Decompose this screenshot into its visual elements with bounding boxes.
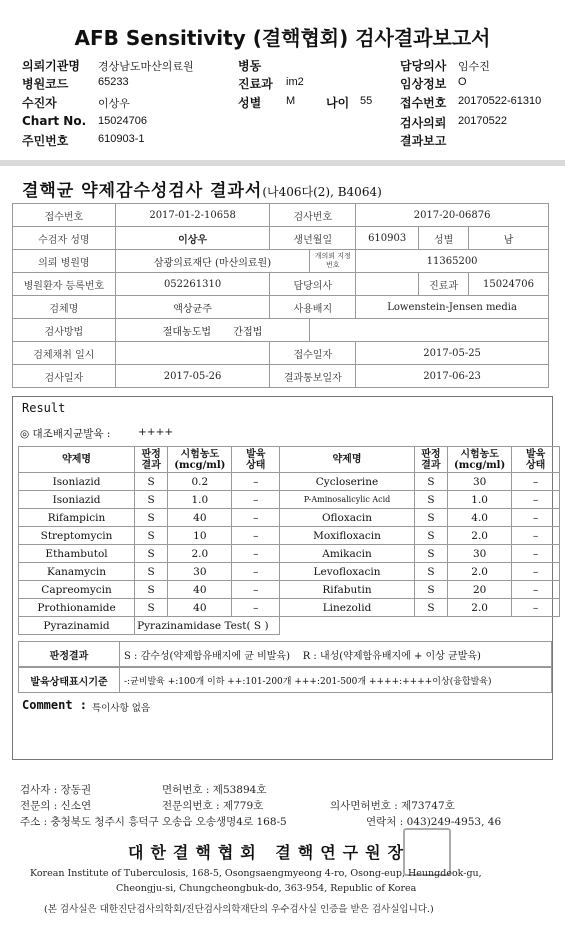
doctor-label: 담당의사 (400, 59, 447, 73)
sex-cell-label: 성별 (419, 227, 469, 250)
document-subtitle: (나406다(2), B4064) (262, 185, 382, 199)
ward-label: 병동 (238, 59, 262, 73)
institute-address-en-2: Cheongju-si, Chungcheongbuk-do, 363-954, Republic of Korea (116, 883, 417, 894)
conc-header-left: 시험농도 (mcg/ml) (168, 447, 232, 473)
dept-cell-value: 15024706 (469, 273, 549, 296)
doctor-value: 임수진 (458, 61, 490, 73)
patient-reg-label: 병원환자 등록번호 (13, 273, 116, 296)
drug-conc: 2.0 (448, 527, 512, 545)
grow-header-right: 발육 상태 (512, 447, 560, 473)
document-title: 결핵균 약제감수성검사 결과서(나406다(2), B4064) (22, 181, 382, 201)
drug-judge: S (135, 509, 168, 527)
drug-conc: 2.0 (168, 545, 232, 563)
grow-header-left: 발육 상태 (232, 447, 280, 473)
drug-header-right: 약제명 (280, 447, 415, 473)
specimen-label: 검체명 (13, 296, 116, 319)
drug-header-left: 약제명 (19, 447, 135, 473)
drug-grow: – (232, 491, 280, 509)
drug-judge: S (135, 545, 168, 563)
specimen-value: 액상균주 (115, 296, 270, 319)
report-title: AFB Sensitivity (결핵협회) 검사결과보고서 (74, 26, 491, 50)
drug-judge: S (414, 581, 447, 599)
drug-conc: 20 (448, 581, 512, 599)
collect-label: 검체채취 일시 (13, 342, 116, 365)
resident-no-label: 주민번호 (22, 134, 69, 148)
sex-value: M (286, 95, 296, 107)
clinical-info-value: O (458, 76, 467, 88)
drug-name: Streptomycin (19, 527, 135, 545)
table-row (19, 473, 560, 491)
exam-no-value: 2017-20-06876 (356, 204, 549, 227)
drug-name: Linezolid (280, 599, 415, 617)
drug-name: Levofloxacin (280, 563, 415, 581)
table-row (19, 599, 560, 617)
method-absolute: 절대농도법 (162, 326, 212, 338)
drug-grow: – (232, 527, 280, 545)
judge-r: R : 내성(약제함유배지에 + 이상 균발육) (302, 650, 481, 662)
method-values (115, 319, 310, 342)
judge-header-right: 판정 결과 (414, 447, 447, 473)
hospital-code-label: 병원코드 (22, 77, 69, 91)
tester-line (20, 782, 91, 797)
request-value: 20170522 (458, 115, 507, 127)
drug-grow: – (512, 581, 560, 599)
patient-name-value: 이상우 (115, 227, 270, 250)
drug-conc: 2.0 (448, 599, 512, 617)
result-report-label: 결과보고 (400, 134, 447, 148)
hospital-label: 의뢰기관명 (22, 59, 80, 73)
drug-conc: 40 (168, 599, 232, 617)
drug-table (18, 446, 560, 635)
result-label: Result (22, 401, 66, 415)
table-row (19, 581, 560, 599)
drug-grow: – (232, 509, 280, 527)
resident-no-value: 610903-1 (98, 133, 145, 145)
drug-name: Rifabutin (280, 581, 415, 599)
doc-license-line (330, 798, 455, 813)
drug-conc: 30 (448, 545, 512, 563)
inst-no-label: 개의뢰 지정번호 (310, 250, 356, 273)
growth-legend-text: -:균비발육 +:100개 이하 ++:101-200개 +++:201-500개 ++++:++++이상(융합발육) (120, 668, 552, 693)
drug-grow: – (512, 509, 560, 527)
colony-label: ◎ 대조배지균발육 : (20, 428, 111, 440)
doctor-cell-value (356, 273, 419, 296)
collect-value (115, 342, 270, 365)
address-value: 충청북도 청주시 흥덕구 오송읍 오송생명4로 168-5 (50, 816, 287, 828)
spec-no-line (162, 798, 263, 813)
dept-value: im2 (286, 76, 304, 88)
patient-value: 이상우 (98, 98, 130, 110)
patient-name-label: 수검자 성명 (13, 227, 116, 250)
drug-conc: 10 (168, 527, 232, 545)
sex-label: 성별 (238, 96, 262, 110)
institute-address-en-1: Korean Institute of Tuberculosis, 168-5, Osongsaengmyeong 4-ro, Osong-eup, Heungdeok-gu, (30, 868, 482, 879)
medium-label: 사용배지 (270, 296, 356, 319)
drug-name: Cycloserine (280, 473, 415, 491)
license-value: 제53894호 (212, 784, 267, 796)
drug-name: Ofloxacin (280, 509, 415, 527)
address-line (20, 814, 287, 829)
judge-legend-text (120, 642, 552, 667)
institute-name-ko: 대한결핵협회 결핵연구원장 (128, 843, 411, 862)
drug-grow: – (232, 473, 280, 491)
clinical-info-label: 임상정보 (400, 77, 447, 91)
drug-conc: 4.0 (448, 509, 512, 527)
section-divider (0, 160, 565, 166)
contact-value: 043)249-4953, 46 (406, 816, 502, 828)
drug-name: P-Aminosalicylic Acid (280, 491, 415, 509)
drug-judge: S (414, 509, 447, 527)
birth-value: 610903 (356, 227, 419, 250)
judge-s: S : 감수성(약제함유배지에 균 비발육) (124, 650, 290, 662)
license-line (162, 782, 267, 797)
drug-grow: – (512, 527, 560, 545)
drug-grow: – (232, 581, 280, 599)
drug-name: Moxifloxacin (280, 527, 415, 545)
drug-name: Isoniazid (19, 473, 135, 491)
contact-label: 연락처 : (366, 816, 404, 828)
drug-grow: – (512, 491, 560, 509)
notify-value: 2017-06-23 (356, 365, 549, 388)
conc-header-right: 시험농도 (mcg/ml) (448, 447, 512, 473)
dept-cell-label: 진료과 (419, 273, 469, 296)
drug-judge: S (135, 473, 168, 491)
judge-legend-label: 판정결과 (19, 642, 120, 667)
judge-legend (18, 641, 552, 667)
drug-judge: S (135, 527, 168, 545)
doctor-cell-label: 담당의사 (270, 273, 356, 296)
chart-no-value: 15024706 (98, 115, 147, 127)
drug-judge: S (414, 527, 447, 545)
doc-license-value: 제73747호 (401, 800, 455, 812)
method-blank (310, 319, 549, 342)
drug-conc: 30 (448, 473, 512, 491)
comment-value: 특이사항 없음 (92, 703, 151, 714)
hospital-code-value: 65233 (98, 76, 129, 88)
drug-conc: 1.0 (448, 491, 512, 509)
drug-conc: 0.2 (168, 473, 232, 491)
drug-name: Amikacin (280, 545, 415, 563)
drug-judge: S (135, 599, 168, 617)
drug-grow: – (232, 545, 280, 563)
drug-name: Isoniazid (19, 491, 135, 509)
tester-value: 장동권 (60, 784, 92, 796)
license-label: 면허번호 : (162, 784, 210, 796)
drug-name: Capreomycin (19, 581, 135, 599)
exam-no-label: 검사번호 (270, 204, 356, 227)
table-row (19, 509, 560, 527)
drug-conc: 1.0 (168, 491, 232, 509)
table-row (19, 491, 560, 509)
medium-value: Lowenstein-Jensen media (356, 296, 549, 319)
specialist-label: 전문의 : (20, 800, 58, 812)
doc-license-label: 의사면허번호 : (330, 800, 398, 812)
drug-judge: S (414, 563, 447, 581)
spec-no-label: 전문의번호 : (162, 800, 220, 812)
table-row (19, 617, 560, 635)
contact-line (366, 814, 501, 829)
drug-judge: S (414, 473, 447, 491)
drug-judge: S (135, 581, 168, 599)
chart-no-label: Chart No. (22, 114, 87, 128)
table-row (19, 545, 560, 563)
drug-grow: – (512, 599, 560, 617)
tester-label: 검사자 : (20, 784, 58, 796)
colony-value: ++++ (138, 426, 174, 438)
patient-label: 수진자 (22, 96, 57, 110)
drug-conc: 40 (168, 509, 232, 527)
comment-label: Comment : (22, 698, 88, 712)
drug-judge: S (135, 563, 168, 581)
drug-conc: 2.0 (448, 563, 512, 581)
request-label: 검사의뢰 (400, 116, 447, 130)
test-date-label: 검사일자 (13, 365, 116, 388)
pyrazinamid-test: Pyrazinamidase Test( S ) (135, 617, 280, 635)
method-indirect: 간접법 (233, 326, 263, 338)
drug-grow: – (512, 545, 560, 563)
drug-conc: 30 (168, 563, 232, 581)
birth-label: 생년월일 (270, 227, 356, 250)
address-label: 주소 : (20, 816, 48, 828)
table-row (19, 527, 560, 545)
drug-grow: – (512, 473, 560, 491)
drug-name: Ethambutol (19, 545, 135, 563)
sex-cell-value: 남 (469, 227, 549, 250)
reception-no-value: 2017-01-2-10658 (115, 204, 270, 227)
receive-value: 2017-05-25 (356, 342, 549, 365)
inst-no-value: 11365200 (356, 250, 549, 273)
specialist-line (20, 798, 91, 813)
drug-conc: 40 (168, 581, 232, 599)
drug-judge: S (414, 545, 447, 563)
hospital-value: 경상남도마산의료원 (98, 61, 194, 73)
drug-grow: – (232, 563, 280, 581)
method-label: 검사방법 (13, 319, 116, 342)
drug-name: Prothionamide (19, 599, 135, 617)
hospital-name-value: 삼광의료재단 (마산의료원) (115, 250, 310, 273)
growth-legend (18, 667, 552, 693)
drug-judge: S (414, 599, 447, 617)
pyrazinamid-name: Pyrazinamid (19, 617, 135, 635)
receive-label: 접수일자 (270, 342, 356, 365)
drug-judge: S (414, 491, 447, 509)
drug-judge: S (135, 491, 168, 509)
age-label: 나이 (326, 96, 350, 110)
drug-grow: – (232, 599, 280, 617)
growth-legend-label: 발육상태표시기준 (19, 668, 120, 693)
dept-label: 진료과 (238, 77, 273, 91)
patient-info-table (12, 203, 549, 388)
specialist-value: 신소연 (60, 800, 92, 812)
test-date-value: 2017-05-26 (115, 365, 270, 388)
certification-note: (본 검사실은 대한진단검사의학회/진단검사의학재단의 우수검사실 인증을 받은 검사실입니다.) (44, 904, 434, 915)
reception-no-label: 접수번호 (13, 204, 116, 227)
receipt-no-value: 20170522-61310 (458, 95, 542, 107)
patient-reg-value: 052261310 (115, 273, 270, 296)
notify-label: 결과통보일자 (270, 365, 356, 388)
receipt-no-label: 접수번호 (400, 96, 447, 110)
judge-header-left: 판정 결과 (135, 447, 168, 473)
spec-no-value: 제779호 (222, 800, 264, 812)
table-row (19, 563, 560, 581)
age-value: 55 (360, 95, 373, 107)
drug-name: Rifampicin (19, 509, 135, 527)
hospital-name-label: 의뢰 병원명 (13, 250, 116, 273)
drug-grow: – (512, 563, 560, 581)
drug-name: Kanamycin (19, 563, 135, 581)
pyrazinamid-blank (280, 617, 560, 635)
